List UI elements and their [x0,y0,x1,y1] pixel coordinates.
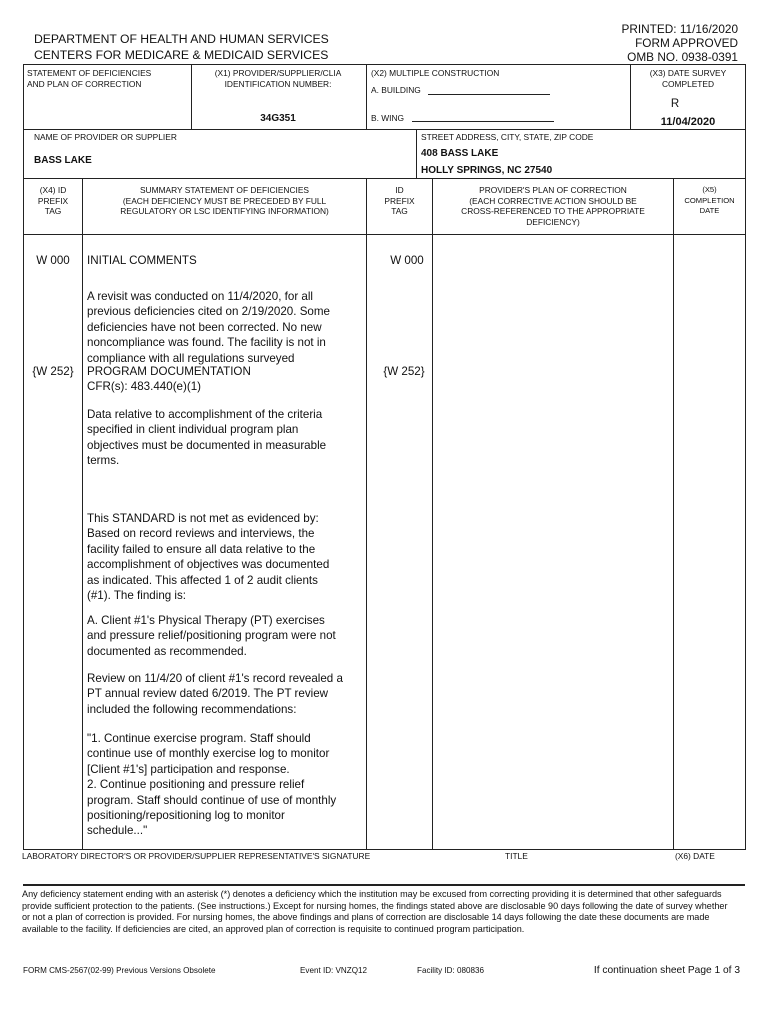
x4-header: (X4) ID PREFIX TAG [37,185,69,216]
cfr-reference: CFR(s): 483.440(e)(1) [87,380,202,394]
id-header: ID PREFIX TAG [384,185,415,216]
review-paragraph: Review on 11/4/20 of client #1's record revealed a PT annual review dated 6/2019. The PT review included the following recommendations: [87,672,343,716]
plan-header: PROVIDER'S PLAN OF CORRECTION (EACH CORRECTIVE ACTION SHOULD BE CROSS-REFERENCED TO THE APPROPRIATE DEFICIENCY) [461,185,645,227]
agency-line-1: DEPARTMENT OF HEALTH AND HUMAN SERVICES [34,32,329,46]
disclaimer-text: Any deficiency statement ending with an asterisk (*) denotes a deficiency which the institution may be excused from correcting providing it is determined that other safeguards provide sufficient protection to the patients. (See instructions.) Except for nursing homes, the findings stated above are disclosable 90 days following the date of survey whether or not a plan of correction is provided. For nursing homes, the above findings and plans of correction are disclosable 14 days following the date these documents are made available to the facility. If deficiencies are cited, an approved plan of correction is requisite to continued program participation. [22,889,728,934]
address-line-2: HOLLY SPRINGS, NC 27540 [421,165,553,176]
date-label: (X6) DATE [675,851,715,861]
signature-label: LABORATORY DIRECTOR'S OR PROVIDER/SUPPLIER REPRESENTATIVE'S SIGNATURE [22,851,371,861]
recommendations-paragraph: "1. Continue exercise program. Staff should continue use of monthly exercise log to monitor [Client #1's] participation and response. 2. Continue positioning and pressure relief program. Staff should continue of use of monthly positioning/repositioning log to monitor schedule..." [87,732,337,838]
form-id: FORM CMS-2567(02-99) Previous Versions Obsolete [23,966,216,975]
printed-date: PRINTED: 11/16/2020 [621,22,738,36]
facility-id: Facility ID: 080836 [417,966,485,975]
building-label: A. BUILDING [371,85,421,95]
finding-a-paragraph: A. Client #1's Physical Therapy (PT) exercises and pressure relief/positioning program were not documented as recommended. [87,614,336,658]
provider-id-number: 34G351 [260,113,296,124]
statement-label: STATEMENT OF DEFICIENCIES AND PLAN OF CORRECTION [27,68,152,89]
provider-name: BASS LAKE [34,155,92,166]
survey-type-r: R [670,98,680,110]
x2-label: (X2) MULTIPLE CONSTRUCTION [371,68,500,78]
address-line-1: 408 BASS LAKE [421,148,499,159]
x1-label: (X1) PROVIDER/SUPPLIER/CLIA IDENTIFICATION NUMBER: [214,68,342,89]
x5-header: (X5) COMPLETION DATE [684,185,735,215]
agency-header [34,32,329,63]
form-approved: FORM APPROVED [635,36,738,51]
continuation-page: If continuation sheet Page 1 of 3 [593,965,740,976]
title-label: TITLE [505,851,528,861]
tag-w252-left: {W 252} [32,365,74,378]
summary-header: SUMMARY STATEMENT OF DEFICIENCIES (EACH DEFICIENCY MUST BE PRECEDED BY FULL REGULATORY OR LSC IDENTIFYING INFORMATION) [120,185,329,216]
provider-name-label: NAME OF PROVIDER OR SUPPLIER [34,132,177,142]
x3-label: (X3) DATE SURVEY COMPLETED [649,68,727,89]
tag-w000-left: W 000 [36,254,70,267]
form-approval-block [622,22,739,65]
tag-w252-right: {W 252} [383,365,425,378]
omb-number: OMB NO. 0938-0391 [627,50,738,65]
data-relative-paragraph: Data relative to accomplishment of the criteria specified in client individual program plan objectives must be documented in measurable terms. [87,408,327,468]
event-id: Event ID: VNZQ12 [300,966,368,975]
address-label: STREET ADDRESS, CITY, STATE, ZIP CODE [421,132,594,142]
revisit-paragraph: A revisit was conducted on 11/4/2020, for all previous deficiencies cited on 2/19/2020. Some deficiencies have not been corrected. No new noncompliance was found. The facility is not in compliance with all regulations surveyed [87,290,330,365]
standard-paragraph: This STANDARD is not met as evidenced by: Based on record reviews and interviews, the facility failed to ensure all data relative to the accomplishment of objectives was documented as indicated. This affected 1 of 2 audit clients (#1). The finding is: [87,512,330,603]
survey-completed-date: 11/04/2020 [660,116,716,128]
wing-label: B. WING [371,113,405,123]
agency-line-2: CENTERS FOR MEDICARE & MEDICAID SERVICES [34,47,329,62]
tag-w000-right: W 000 [390,254,424,267]
initial-comments-heading: INITIAL COMMENTS [87,254,197,267]
program-documentation-heading: PROGRAM DOCUMENTATION CFR(s): 483.440(e)(1) [87,365,251,394]
